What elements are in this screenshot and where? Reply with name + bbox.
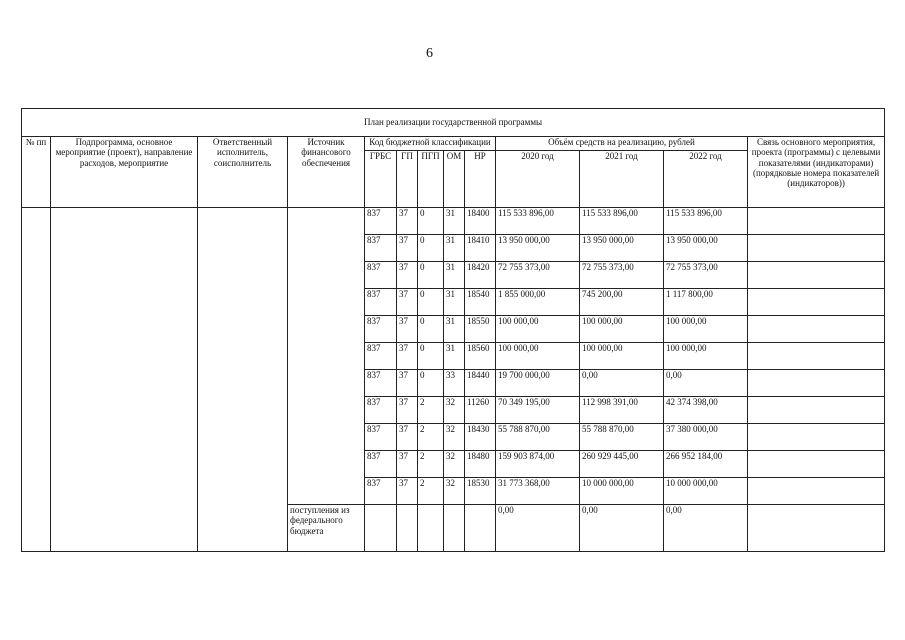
amount-2020-cell: 13 950 000,00 [496, 235, 580, 262]
link-cell [748, 424, 885, 451]
table-row [22, 208, 885, 235]
amount-2022-cell: 10 000 000,00 [664, 478, 748, 505]
header-np: НР [465, 151, 496, 208]
np-cell: 18550 [465, 316, 496, 343]
grbs-cell: 837 [365, 316, 397, 343]
np-cell: 18400 [465, 208, 496, 235]
grbs-cell: 837 [365, 235, 397, 262]
amount-2021-cell: 745 200,00 [580, 289, 664, 316]
link-cell [748, 505, 885, 552]
gp-cell: 37 [397, 208, 418, 235]
grbs-cell: 837 [365, 208, 397, 235]
amount-2020-cell: 100 000,00 [496, 316, 580, 343]
gp-cell: 37 [397, 478, 418, 505]
amount-2022-cell: 100 000,00 [664, 343, 748, 370]
amount-2020-cell: 55 788 870,00 [496, 424, 580, 451]
amount-2021-cell: 100 000,00 [580, 343, 664, 370]
grbs-cell: 837 [365, 262, 397, 289]
amount-2021-cell: 115 533 896,00 [580, 208, 664, 235]
pgp-cell: 0 [418, 316, 444, 343]
np-cell [465, 505, 496, 552]
gp-cell: 37 [397, 424, 418, 451]
om-cell: 31 [444, 235, 465, 262]
page-number: 6 [426, 46, 433, 61]
om-cell: 32 [444, 397, 465, 424]
np-cell: 18480 [465, 451, 496, 478]
om-cell: 31 [444, 289, 465, 316]
amount-2021-cell: 0,00 [580, 370, 664, 397]
np-cell: 18560 [465, 343, 496, 370]
amount-2022-cell: 266 952 184,00 [664, 451, 748, 478]
amount-2022-cell: 1 117 800,00 [664, 289, 748, 316]
pgp-cell: 0 [418, 262, 444, 289]
grbs-cell: 837 [365, 424, 397, 451]
np-cell: 18540 [465, 289, 496, 316]
amount-2021-cell: 0,00 [580, 505, 664, 552]
grbs-cell [365, 505, 397, 552]
amount-2021-cell: 260 929 445,00 [580, 451, 664, 478]
header-2022: 2022 год [664, 151, 748, 208]
header-gp: ГП [397, 151, 418, 208]
link-cell [748, 235, 885, 262]
link-cell [748, 262, 885, 289]
pgp-cell: 0 [418, 208, 444, 235]
header-2020: 2020 год [496, 151, 580, 208]
om-cell: 32 [444, 424, 465, 451]
amount-2020-cell: 115 533 896,00 [496, 208, 580, 235]
pgp-cell: 0 [418, 289, 444, 316]
np-cell: 18440 [465, 370, 496, 397]
pgp-cell: 0 [418, 235, 444, 262]
header-responsible: Ответственный исполнитель, соисполнитель [198, 137, 288, 208]
amount-2020-cell: 72 755 373,00 [496, 262, 580, 289]
plan-table [21, 108, 885, 552]
pgp-cell: 0 [418, 370, 444, 397]
gp-cell: 37 [397, 370, 418, 397]
header-link: Связь основного мероприятия, проекта (программы) с целевыми показателями (индикаторами) (порядковые номера показателей (индикаторов)) [748, 137, 885, 208]
amount-2020-cell: 1 855 000,00 [496, 289, 580, 316]
num-cell [22, 208, 51, 552]
pgp-cell: 2 [418, 478, 444, 505]
gp-cell: 37 [397, 397, 418, 424]
source-cell [288, 208, 365, 505]
amount-2022-cell: 100 000,00 [664, 316, 748, 343]
amount-2020-cell: 100 000,00 [496, 343, 580, 370]
header-subprogram: Подпрограмма, основное мероприятие (проект), направление расходов, мероприятие [51, 137, 198, 208]
pgp-cell: 2 [418, 424, 444, 451]
header-budget-code: Код бюджетной классификации [365, 137, 496, 151]
np-cell: 11260 [465, 397, 496, 424]
amount-2021-cell: 72 755 373,00 [580, 262, 664, 289]
header-volume: Объём средств на реализацию, рублей [496, 137, 748, 151]
grbs-cell: 837 [365, 478, 397, 505]
np-cell: 18410 [465, 235, 496, 262]
federal-source-cell: поступления из федерального бюджета [288, 505, 365, 552]
amount-2022-cell: 72 755 373,00 [664, 262, 748, 289]
pgp-cell: 2 [418, 451, 444, 478]
grbs-cell: 837 [365, 451, 397, 478]
link-cell [748, 451, 885, 478]
gp-cell: 37 [397, 262, 418, 289]
amount-2021-cell: 100 000,00 [580, 316, 664, 343]
amount-2022-cell: 37 380 000,00 [664, 424, 748, 451]
gp-cell: 37 [397, 316, 418, 343]
header-grbs: ГРБС [365, 151, 397, 208]
amount-2022-cell: 0,00 [664, 505, 748, 552]
gp-cell [397, 505, 418, 552]
amount-2020-cell: 159 903 874,00 [496, 451, 580, 478]
link-cell [748, 370, 885, 397]
np-cell: 18430 [465, 424, 496, 451]
responsible-cell [198, 208, 288, 552]
amount-2020-cell: 19 700 000,00 [496, 370, 580, 397]
amount-2020-cell: 0,00 [496, 505, 580, 552]
om-cell: 31 [444, 208, 465, 235]
link-cell [748, 397, 885, 424]
np-cell: 18420 [465, 262, 496, 289]
np-cell: 18530 [465, 478, 496, 505]
pgp-cell: 2 [418, 397, 444, 424]
om-cell: 31 [444, 316, 465, 343]
amount-2022-cell: 42 374 398,00 [664, 397, 748, 424]
om-cell: 33 [444, 370, 465, 397]
pgp-cell [418, 505, 444, 552]
amount-2021-cell: 55 788 870,00 [580, 424, 664, 451]
amount-2021-cell: 10 000 000,00 [580, 478, 664, 505]
amount-2022-cell: 0,00 [664, 370, 748, 397]
link-cell [748, 478, 885, 505]
om-cell: 32 [444, 478, 465, 505]
amount-2021-cell: 13 950 000,00 [580, 235, 664, 262]
amount-2020-cell: 70 349 195,00 [496, 397, 580, 424]
grbs-cell: 837 [365, 370, 397, 397]
om-cell: 31 [444, 343, 465, 370]
amount-2022-cell: 13 950 000,00 [664, 235, 748, 262]
om-cell [444, 505, 465, 552]
header-pgp: ПГП [418, 151, 444, 208]
gp-cell: 37 [397, 451, 418, 478]
link-cell [748, 289, 885, 316]
grbs-cell: 837 [365, 289, 397, 316]
header-num: № пп [22, 137, 51, 208]
gp-cell: 37 [397, 343, 418, 370]
grbs-cell: 837 [365, 343, 397, 370]
gp-cell: 37 [397, 289, 418, 316]
grbs-cell: 837 [365, 397, 397, 424]
link-cell [748, 343, 885, 370]
link-cell [748, 208, 885, 235]
amount-2020-cell: 31 773 368,00 [496, 478, 580, 505]
header-source: Источник финансового обеспечения [288, 137, 365, 208]
om-cell: 31 [444, 262, 465, 289]
header-om: ОМ [444, 151, 465, 208]
om-cell: 32 [444, 451, 465, 478]
header-2021: 2021 год [580, 151, 664, 208]
amount-2021-cell: 112 998 391,00 [580, 397, 664, 424]
link-cell [748, 316, 885, 343]
gp-cell: 37 [397, 235, 418, 262]
table-title: План реализации государственной программы [22, 109, 885, 137]
pgp-cell: 0 [418, 343, 444, 370]
amount-2022-cell: 115 533 896,00 [664, 208, 748, 235]
subprogram-cell [51, 208, 198, 552]
